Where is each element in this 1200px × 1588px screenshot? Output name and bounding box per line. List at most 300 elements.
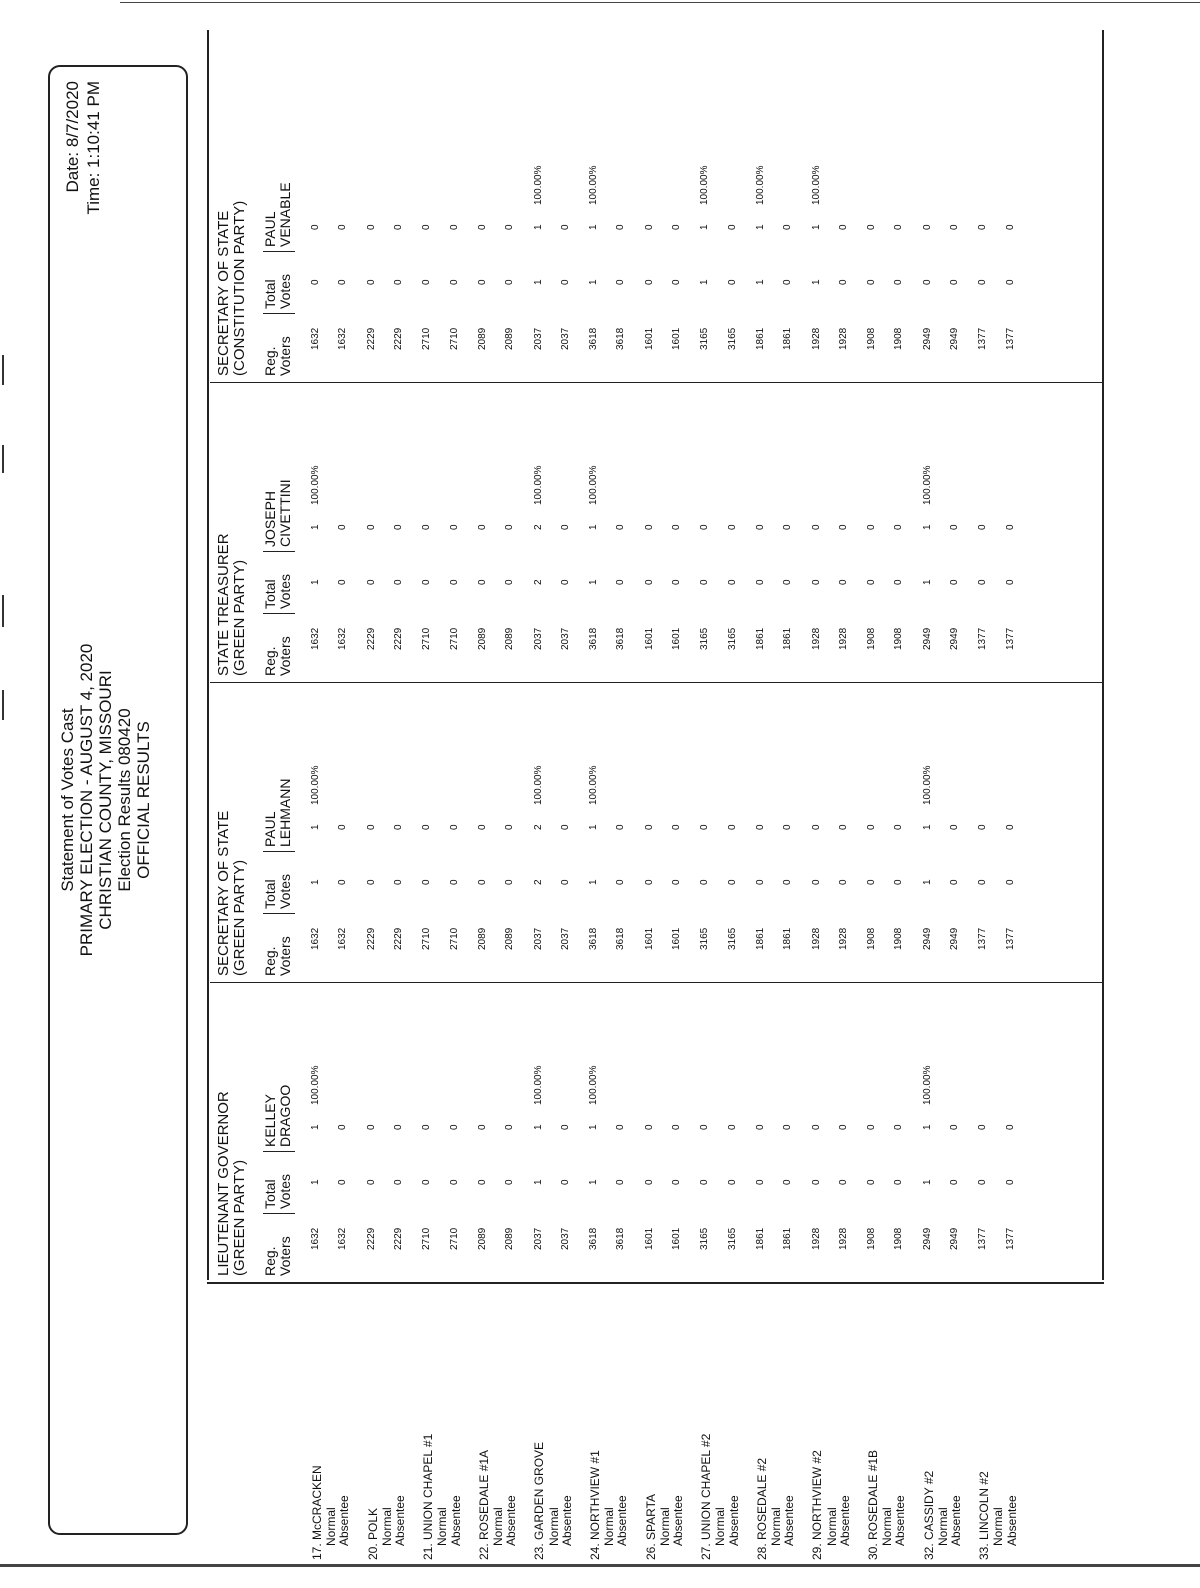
reg-voters-value: 3618 (588, 1227, 600, 1250)
candidate-votes-value: 0 (866, 524, 878, 530)
candidate-votes-value: 0 (559, 1124, 571, 1130)
candidate-votes-value: 1 (755, 224, 766, 230)
reg-voters-value: 2089 (477, 627, 488, 650)
precinct-name: 23. GARDEN GROVE (532, 1441, 547, 1560)
total-votes-value: 0 (504, 1179, 516, 1185)
reg-voters-header (263, 636, 295, 680)
candidate-votes-value: 1 (921, 824, 933, 830)
total-votes-value: 0 (837, 579, 849, 585)
reg-voters-value: 2229 (365, 927, 377, 950)
reg-voters-value: 2089 (504, 627, 516, 650)
contest-title (216, 533, 248, 676)
candidate-votes-value: 0 (393, 1124, 404, 1130)
total-votes-value: 0 (810, 1179, 822, 1185)
reg-voters-value: 1908 (893, 327, 905, 350)
candidate-votes-value: 0 (893, 1124, 905, 1130)
reg-voters-value: 2710 (448, 927, 460, 950)
reg-voters-value: 2037 (559, 327, 571, 350)
total-votes-value: 0 (699, 879, 711, 885)
reg-voters-header-line: Voters (277, 636, 293, 676)
total-votes-value: 0 (365, 279, 377, 285)
candidate-votes-value: 0 (949, 224, 960, 230)
candidate-votes-value: 0 (671, 824, 682, 830)
candidate-votes-value: 0 (893, 824, 905, 830)
reg-voters-value: 3618 (615, 327, 627, 350)
scan-mark (2, 690, 4, 720)
candidate-votes-value: 0 (949, 1124, 960, 1130)
row-type-label: Absentee (837, 1495, 852, 1546)
total-votes-value: 1 (810, 279, 822, 285)
reg-voters-value: 2949 (921, 627, 933, 650)
candidate-votes-value: 1 (699, 224, 711, 230)
candidate-votes-value: 0 (504, 1124, 516, 1130)
total-votes-value: 0 (755, 879, 766, 885)
total-votes-value: 0 (1004, 1179, 1016, 1185)
candidate-votes-value: 0 (977, 824, 989, 830)
total-votes-value: 0 (782, 1179, 794, 1185)
reg-voters-value: 1861 (755, 327, 766, 350)
reg-voters-value: 2037 (559, 1227, 571, 1250)
candidate-votes-value: 0 (699, 1124, 711, 1130)
rotated-report-page (20, 0, 1180, 1560)
total-votes-value: 0 (448, 1179, 460, 1185)
candidate-header (263, 479, 295, 552)
candidate-votes-value: 0 (504, 824, 516, 830)
reg-voters-value: 2710 (448, 1227, 460, 1250)
candidate-header-line: JOSEPH (262, 490, 278, 547)
reg-voters-value: 1377 (977, 1227, 989, 1250)
row-type-label: Absentee (448, 1495, 463, 1546)
scan-mark (2, 595, 4, 627)
scan-bottom-rule (0, 1564, 1200, 1567)
candidate-votes-value: 0 (365, 224, 377, 230)
reg-voters-value: 3618 (588, 927, 600, 950)
total-votes-value: 0 (477, 879, 488, 885)
candidate-votes-value: 0 (615, 1124, 627, 1130)
reg-voters-value: 3618 (588, 627, 600, 650)
contest-title-line: STATE TREASURER (215, 533, 232, 676)
table-bottom-rule (1102, 30, 1104, 1280)
title-line: OFFICIAL RESULTS (134, 721, 153, 879)
total-votes-value: 0 (559, 1179, 571, 1185)
reg-voters-value: 1928 (837, 927, 849, 950)
candidate-header-line: DRAGOO (277, 1084, 293, 1147)
candidate-votes-value: 1 (588, 1124, 600, 1130)
reg-voters-value: 2949 (949, 1227, 960, 1250)
reg-voters-value: 2089 (477, 327, 488, 350)
total-votes-value: 0 (837, 1179, 849, 1185)
precinct-name: 26. SPARTA (643, 1493, 658, 1560)
candidate-votes-value: 0 (1004, 224, 1016, 230)
candidate-votes-value: 0 (477, 524, 488, 530)
total-votes-value: 1 (588, 279, 600, 285)
candidate-votes-value: 0 (699, 824, 711, 830)
reg-voters-header-line: Reg. (262, 946, 278, 976)
row-type-label: Absentee (726, 1495, 741, 1546)
reg-voters-value: 1601 (671, 1227, 682, 1250)
reg-voters-value: 2037 (559, 927, 571, 950)
total-votes-header-line: Total (262, 279, 278, 309)
candidate-header (263, 1085, 295, 1152)
total-votes-value: 0 (504, 279, 516, 285)
report-timestamp (62, 81, 104, 215)
contest-title-line: (GREEN PARTY) (231, 1159, 248, 1276)
candidate-percent: 100.00% (588, 465, 600, 505)
reg-voters-value: 1908 (866, 927, 878, 950)
contest-title (216, 201, 248, 376)
reg-voters-header (263, 936, 295, 980)
precinct-name: 17. McCRACKEN (310, 1465, 324, 1560)
total-votes-value: 0 (837, 879, 849, 885)
reg-voters-value: 1861 (755, 927, 766, 950)
total-votes-value: 0 (421, 1179, 433, 1185)
total-votes-value: 1 (310, 579, 322, 585)
row-type-label: Normal (324, 1507, 339, 1546)
report-header (48, 65, 188, 1535)
reg-voters-value: 2710 (421, 627, 433, 650)
total-votes-value: 0 (699, 579, 711, 585)
candidate-percent: 100.00% (588, 165, 600, 205)
candidate-votes-value: 1 (921, 1124, 933, 1130)
row-type-label: Normal (824, 1507, 839, 1546)
reg-voters-value: 2037 (559, 627, 571, 650)
contest-title-line: SECRETARY OF STATE (215, 210, 232, 376)
row-type-label: Normal (769, 1507, 783, 1546)
total-votes-value: 0 (949, 879, 960, 885)
candidate-votes-value: 0 (949, 524, 960, 530)
candidate-votes-value: 0 (393, 824, 404, 830)
total-votes-value: 0 (726, 879, 738, 885)
reg-voters-value: 2089 (477, 1227, 488, 1250)
candidate-votes-value: 0 (448, 224, 460, 230)
total-votes-header-line: Total (262, 579, 278, 609)
candidate-votes-value: 0 (559, 224, 571, 230)
title-line: CHRISTIAN COUNTY, MISSOURI (96, 670, 115, 930)
candidate-votes-value: 0 (393, 224, 404, 230)
candidate-votes-value: 0 (615, 524, 627, 530)
total-votes-value: 0 (755, 579, 766, 585)
candidate-votes-value: 1 (588, 524, 600, 530)
total-votes-value: 0 (337, 279, 349, 285)
reg-voters-value: 3165 (726, 327, 738, 350)
total-votes-value: 0 (615, 879, 627, 885)
row-type-label: Normal (991, 1507, 1006, 1546)
reg-voters-value: 2229 (393, 627, 404, 650)
candidate-votes-value: 1 (310, 524, 322, 530)
total-votes-value: 0 (643, 1179, 655, 1185)
total-votes-value: 1 (310, 1179, 322, 1185)
reg-voters-value: 3618 (615, 627, 627, 650)
total-votes-header-line: Votes (277, 873, 293, 909)
candidate-votes-value: 0 (699, 524, 711, 530)
candidate-votes-value: 0 (726, 1124, 738, 1130)
row-type-label: Normal (435, 1507, 450, 1546)
total-votes-value: 0 (1004, 279, 1016, 285)
row-type-label: Absentee (393, 1495, 407, 1546)
total-votes-header (263, 1174, 295, 1214)
row-type-label: Normal (935, 1507, 950, 1546)
candidate-votes-value: 0 (837, 1124, 849, 1130)
candidate-header (263, 779, 295, 852)
reg-voters-value: 1377 (1004, 1227, 1016, 1250)
total-votes-value: 0 (949, 1179, 960, 1185)
candidate-votes-value: 0 (337, 1124, 349, 1130)
reg-voters-value: 1632 (337, 1227, 349, 1250)
candidate-percent: 100.00% (588, 1065, 600, 1105)
total-votes-value: 0 (949, 579, 960, 585)
reg-voters-value: 3165 (699, 327, 711, 350)
total-votes-value: 0 (448, 579, 460, 585)
candidate-votes-value: 0 (866, 824, 878, 830)
row-type-label: Normal (880, 1507, 895, 1546)
total-votes-value: 0 (393, 579, 404, 585)
candidate-votes-value: 0 (365, 824, 377, 830)
reg-voters-value: 1632 (310, 927, 322, 950)
reg-voters-value: 2229 (393, 327, 404, 350)
total-votes-value: 0 (726, 279, 738, 285)
candidate-votes-value: 0 (949, 824, 960, 830)
candidate-votes-value: 0 (504, 524, 516, 530)
title-line: Election Results 080420 (115, 708, 134, 892)
total-votes-header (263, 874, 295, 914)
candidate-votes-value: 1 (921, 524, 933, 530)
candidate-votes-value: 0 (504, 224, 516, 230)
reg-voters-value: 2949 (921, 327, 933, 350)
reg-voters-value: 3618 (615, 927, 627, 950)
candidate-votes-value: 0 (866, 224, 878, 230)
reg-voters-value: 1861 (782, 927, 794, 950)
reg-voters-value: 1601 (671, 927, 682, 950)
candidate-votes-value: 0 (893, 224, 905, 230)
total-votes-value: 0 (921, 279, 933, 285)
candidate-votes-value: 0 (977, 224, 989, 230)
total-votes-value: 0 (615, 579, 627, 585)
row-type-label: Normal (657, 1507, 672, 1546)
reg-voters-value: 1928 (810, 1227, 822, 1250)
total-votes-value: 0 (337, 1179, 349, 1185)
total-votes-value: 0 (448, 879, 460, 885)
total-votes-value: 0 (337, 579, 349, 585)
total-votes-value: 0 (866, 1179, 878, 1185)
candidate-votes-value: 0 (782, 824, 794, 830)
reg-voters-value: 1632 (310, 327, 322, 350)
total-votes-value: 0 (782, 879, 794, 885)
reg-voters-value: 1377 (977, 627, 989, 650)
reg-voters-value: 3165 (726, 1227, 738, 1250)
total-votes-value: 1 (588, 579, 600, 585)
total-votes-value: 0 (504, 879, 516, 885)
table-top-rule (207, 30, 209, 1280)
reg-voters-value: 1928 (837, 327, 849, 350)
reg-voters-value: 1377 (977, 327, 989, 350)
candidate-percent: 100.00% (310, 1065, 322, 1105)
reg-voters-value: 2710 (448, 627, 460, 650)
reg-voters-value: 1377 (1004, 327, 1016, 350)
reg-voters-value: 2710 (421, 1227, 433, 1250)
row-type-label: Absentee (893, 1495, 908, 1546)
candidate-votes-value: 0 (477, 824, 488, 830)
candidate-votes-value: 0 (365, 524, 377, 530)
total-votes-header (263, 574, 295, 614)
candidate-votes-value: 0 (448, 1124, 460, 1130)
candidate-votes-value: 0 (643, 524, 655, 530)
candidate-votes-value: 0 (671, 524, 682, 530)
reg-voters-value: 1928 (837, 1227, 849, 1250)
row-label-divider (207, 1282, 1104, 1284)
reg-voters-value: 1908 (866, 1227, 878, 1250)
row-type-label: Normal (602, 1507, 617, 1546)
reg-voters-value: 1632 (337, 627, 349, 650)
reg-voters-value: 1377 (1004, 627, 1016, 650)
candidate-votes-value: 0 (726, 224, 738, 230)
reg-voters-value: 1632 (310, 627, 322, 650)
total-votes-value: 1 (921, 1179, 933, 1185)
reg-voters-value: 2089 (504, 1227, 516, 1250)
total-votes-value: 0 (866, 579, 878, 585)
total-votes-value: 0 (643, 279, 655, 285)
reg-voters-header-line: Voters (277, 1236, 293, 1276)
total-votes-value: 0 (1004, 579, 1016, 585)
total-votes-value: 0 (893, 1179, 905, 1185)
precinct-name: 27. UNION CHAPEL #2 (699, 1433, 714, 1560)
reg-voters-value: 1861 (782, 327, 794, 350)
total-votes-value: 0 (615, 279, 627, 285)
candidate-votes-value: 1 (310, 824, 322, 830)
candidate-votes-value: 0 (810, 1124, 822, 1130)
candidate-votes-value: 0 (365, 1124, 377, 1130)
candidate-votes-value: 1 (810, 224, 822, 230)
total-votes-value: 0 (755, 1179, 766, 1185)
reg-voters-value: 2949 (949, 627, 960, 650)
reg-voters-value: 3618 (615, 1227, 627, 1250)
total-votes-value: 0 (699, 1179, 711, 1185)
candidate-votes-value: 0 (726, 824, 738, 830)
row-type-label: Normal (379, 1507, 394, 1546)
total-votes-value: 1 (532, 1179, 544, 1185)
contest-title-line: (GREEN PARTY) (231, 559, 248, 676)
reg-voters-value: 1861 (782, 1227, 794, 1250)
reg-voters-value: 2949 (949, 927, 960, 950)
candidate-percent: 100.00% (755, 165, 766, 205)
total-votes-header (263, 274, 295, 314)
reg-voters-value: 1908 (893, 1227, 905, 1250)
candidate-votes-value: 0 (837, 224, 849, 230)
row-type-label: Absentee (504, 1495, 519, 1546)
candidate-votes-value: 0 (559, 524, 571, 530)
row-type-label: Absentee (337, 1495, 352, 1546)
candidate-percent: 100.00% (310, 465, 322, 505)
reg-voters-value: 2089 (504, 927, 516, 950)
reg-voters-value: 3165 (699, 627, 711, 650)
total-votes-value: 1 (588, 879, 600, 885)
candidate-percent: 100.00% (532, 465, 544, 505)
total-votes-value: 0 (365, 1179, 377, 1185)
precinct-name: 28. ROSEDALE #2 (754, 1457, 769, 1560)
reg-voters-value: 2229 (365, 627, 377, 650)
total-votes-header-line: Total (262, 879, 278, 909)
total-votes-value: 0 (643, 879, 655, 885)
reg-voters-value: 1377 (977, 927, 989, 950)
candidate-votes-value: 0 (615, 824, 627, 830)
reg-voters-value: 3165 (699, 1227, 711, 1250)
total-votes-value: 0 (504, 579, 516, 585)
candidate-votes-value: 0 (310, 224, 322, 230)
candidate-votes-value: 0 (477, 224, 488, 230)
total-votes-value: 0 (977, 279, 989, 285)
total-votes-value: 0 (726, 579, 738, 585)
candidate-votes-value: 0 (671, 1124, 682, 1130)
candidate-votes-value: 0 (421, 824, 433, 830)
total-votes-value: 0 (726, 1179, 738, 1185)
total-votes-value: 0 (977, 879, 989, 885)
reg-voters-value: 2089 (504, 327, 516, 350)
total-votes-value: 0 (810, 579, 822, 585)
reg-voters-value: 2710 (448, 327, 460, 350)
precinct-name: 33. LINCOLN #2 (977, 1471, 992, 1560)
candidate-percent: 100.00% (921, 465, 933, 505)
report-title (58, 67, 153, 1533)
candidate-percent: 100.00% (532, 165, 544, 205)
candidate-header (263, 182, 295, 252)
total-votes-header-line: Votes (277, 1173, 293, 1209)
scan-mark (2, 355, 4, 385)
reg-voters-value: 1908 (866, 327, 878, 350)
candidate-votes-value: 0 (337, 524, 349, 530)
total-votes-value: 0 (810, 879, 822, 885)
reg-voters-value: 1601 (671, 327, 682, 350)
total-votes-value: 0 (977, 1179, 989, 1185)
reg-voters-value: 2229 (393, 927, 404, 950)
reg-voters-value: 2037 (532, 927, 544, 950)
total-votes-value: 1 (310, 879, 322, 885)
precinct-name: 30. ROSEDALE #1B (866, 1449, 880, 1560)
total-votes-value: 0 (421, 579, 433, 585)
candidate-votes-value: 0 (448, 824, 460, 830)
total-votes-value: 0 (949, 279, 960, 285)
candidate-votes-value: 0 (837, 824, 849, 830)
reg-voters-value: 1861 (755, 627, 766, 650)
reg-voters-value: 2037 (532, 327, 544, 350)
candidate-percent: 100.00% (699, 165, 711, 205)
reg-voters-value: 1601 (671, 627, 682, 650)
candidate-votes-value: 0 (421, 524, 433, 530)
reg-voters-value: 2949 (921, 927, 933, 950)
total-votes-value: 0 (615, 1179, 627, 1185)
total-votes-value: 0 (866, 879, 878, 885)
contest-divider (210, 382, 1102, 383)
row-type-label: Normal (546, 1507, 561, 1546)
candidate-votes-value: 0 (866, 1124, 878, 1130)
row-type-label: Absentee (949, 1495, 963, 1546)
total-votes-value: 0 (393, 279, 404, 285)
row-type-label: Absentee (1004, 1495, 1019, 1546)
precinct-name: 22. ROSEDALE #1A (476, 1449, 491, 1560)
total-votes-value: 0 (866, 279, 878, 285)
contest-title-line: SECRETARY OF STATE (215, 810, 232, 976)
total-votes-value: 0 (559, 879, 571, 885)
reg-voters-value: 1601 (643, 627, 655, 650)
reg-voters-value: 1928 (837, 627, 849, 650)
total-votes-value: 0 (643, 579, 655, 585)
candidate-votes-value: 0 (782, 524, 794, 530)
total-votes-value: 0 (477, 279, 488, 285)
candidate-votes-value: 0 (643, 1124, 655, 1130)
reg-voters-value: 2710 (421, 327, 433, 350)
candidate-percent: 100.00% (532, 1065, 544, 1105)
candidate-votes-value: 0 (421, 224, 433, 230)
total-votes-value: 0 (782, 579, 794, 585)
candidate-votes-value: 0 (893, 524, 905, 530)
